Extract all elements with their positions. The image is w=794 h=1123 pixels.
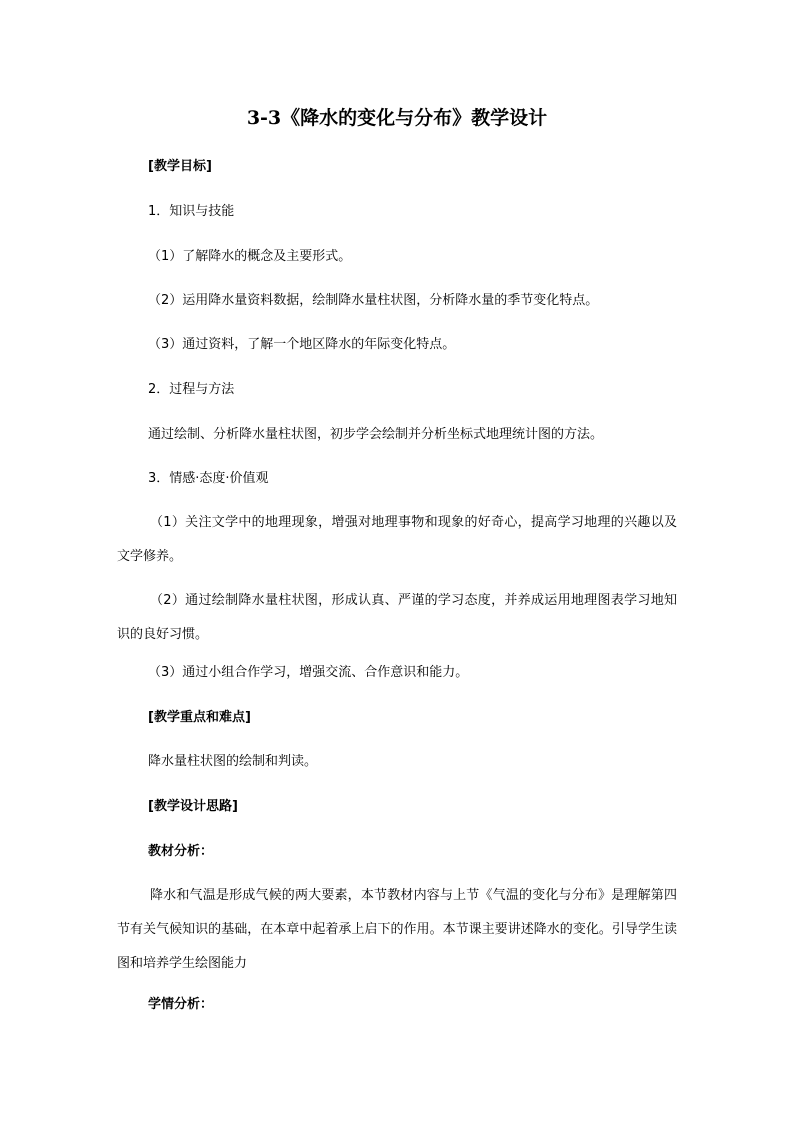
design-heading: [教学设计思路] xyxy=(148,799,238,814)
textbook-text: 降水和气温是形成气候的两大要素，本节教材内容与上节《气温的变化与分布》是理解第四节有关气候知识的基础，在本章中起着承上启下的作用。本节课主要讲述降水的变化。引导学生读图和培养学生绘图能力 xyxy=(117,888,677,971)
students-heading: 学情分析： xyxy=(148,997,214,1012)
emotion-item: （2）通过绘制降水量柱状图，形成认真、严谨的学习态度，并养成运用地理图表学习地知识的良好习惯。 xyxy=(117,593,677,642)
key-points-text: 降水量柱状图的绘制和判读。 xyxy=(148,754,318,769)
process-text: 通过绘制、分析降水量柱状图，初步学会绘制并分析坐标式地理统计图的方法。 xyxy=(148,427,604,442)
key-points-heading: [教学重点和难点] xyxy=(148,710,251,725)
knowledge-heading: 1．知识与技能 xyxy=(148,204,235,219)
document-title: 3-3《降水的变化与分布》教学设计 xyxy=(246,107,548,129)
emotion-heading: 3．情感·态度·价值观 xyxy=(148,471,269,486)
knowledge-item: （3）通过资料，了解一个地区降水的年际变化特点。 xyxy=(148,337,456,352)
textbook-heading: 教材分析： xyxy=(148,844,214,859)
emotion-item: （1）关注文学中的地理现象，增强对地理事物和现象的好奇心，提高学习地理的兴趣以及文学修养。 xyxy=(117,515,677,564)
objectives-heading: [教学目标] xyxy=(148,159,212,174)
emotion-item: （3）通过小组合作学习，增强交流、合作意识和能力。 xyxy=(148,665,469,680)
knowledge-item: （2）运用降水量资料数据，绘制降水量柱状图，分析降水量的季节变化特点。 xyxy=(148,293,599,308)
knowledge-item: （1）了解降水的概念及主要形式。 xyxy=(148,249,352,264)
process-heading: 2．过程与方法 xyxy=(148,382,235,397)
